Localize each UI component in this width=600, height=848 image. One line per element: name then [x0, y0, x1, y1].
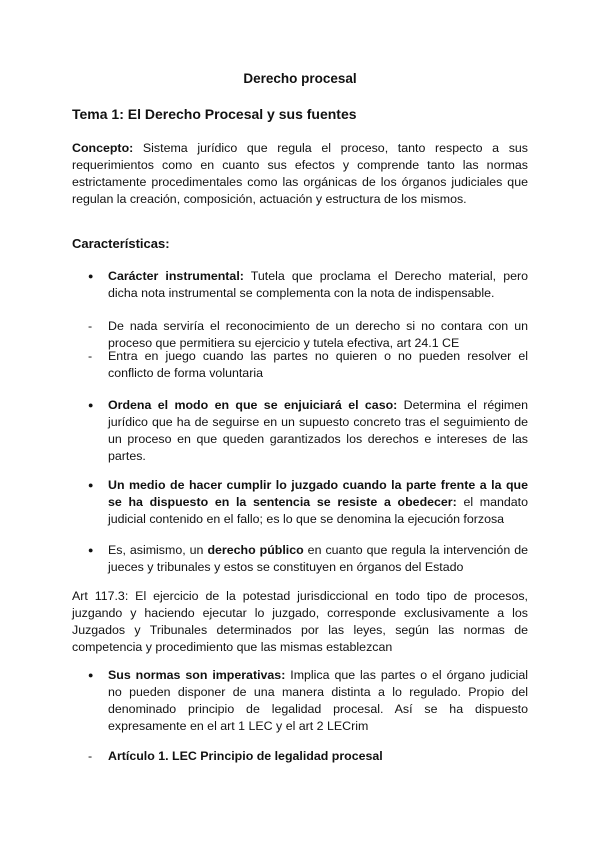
bullet-text: el mandato judicial contenido en el fallo; es lo que se denomina la ejecución forzosa: [108, 495, 529, 526]
dash-bold-text: Artículo 1. LEC Principio de legalidad procesal: [108, 749, 383, 763]
bullet-normas-imperativas: [108, 667, 528, 735]
bullet-label: derecho público: [207, 543, 304, 557]
dash-item-reconocimiento: - De nada serviría el reconocimiento de un derecho si no contara con un proceso que permitiera su ejercicio y tutela efectiva, art 24.1 CE: [108, 318, 528, 352]
concepto-label: Concepto:: [72, 141, 134, 155]
concepto-paragraph: [72, 140, 528, 208]
bullet-ordena-modo: [108, 397, 528, 465]
bullet-label: Carácter instrumental:: [108, 269, 244, 283]
bullet-text: en cuanto que regula la intervención de jueces y tribunales y estos se constituyen en órganos del Estado: [108, 543, 528, 574]
document-title: Derecho procesal: [243, 71, 357, 86]
bullet-label: Un medio de hacer cumplir lo juzgado cuando la parte frente a la que se ha dispuesto en la sentencia se resiste a obedecer:: [108, 478, 528, 509]
bullet-text: Tutela que proclama el Derecho material, pero dicha nota instrumental se complementa con la nota de indispensable.: [108, 269, 528, 300]
bullet-medio-cumplir: [108, 477, 528, 528]
art-117-paragraph: Art 117.3: El ejercicio de la potestad jurisdiccional en todo tipo de procesos, juzgando y haciendo ejecutar lo juzgado, corresponde exclusivamente a los Juzgados y Tribunales determinados por las leyes, según las normas de competencia y procedimiento que las mismas establezcan: [72, 589, 528, 654]
dash-item-articulo-1: [108, 748, 528, 765]
dash-item-juego: - Entra en juego cuando las partes no quieren o no pueden resolver el conflicto de forma voluntaria: [108, 348, 528, 382]
bullet-derecho-publico: [108, 542, 528, 576]
bullet-pre: Es, asimismo, un: [108, 543, 208, 557]
bullet-label: Ordena el modo en que se enjuiciará el caso:: [108, 398, 398, 412]
bullet-label: Sus normas son imperativas:: [108, 668, 286, 682]
concepto-text: Sistema jurídico que regula el proceso, tanto respecto a sus requerimientos como en cuanto sus efectos y comprende tanto las normas estrictamente procedimentales como las orgánicas de los órganos judiciales que regulan la creación, composición, actuación y estructura de los mismos.: [72, 141, 528, 206]
bullet-caracter-instrumental: [108, 268, 528, 302]
bullet-text: Implica que las partes o el órgano judicial no pueden disponer de una manera distinta a lo regulado. Propio del denominado principio de legalidad procesal. Así se ha dispuesto expresamente en el art 1 LEC y el art 2 LECrim: [108, 668, 529, 733]
tema-heading: Tema 1: El Derecho Procesal y sus fuentes: [72, 106, 357, 122]
caracteristicas-heading: Características:: [72, 236, 170, 251]
bullet-text: Determina el régimen jurídico que ha de seguirse en un supuesto concreto tras el seguimiento de un proceso en que queden garantizados los derechos e intereses de las partes.: [108, 398, 528, 463]
